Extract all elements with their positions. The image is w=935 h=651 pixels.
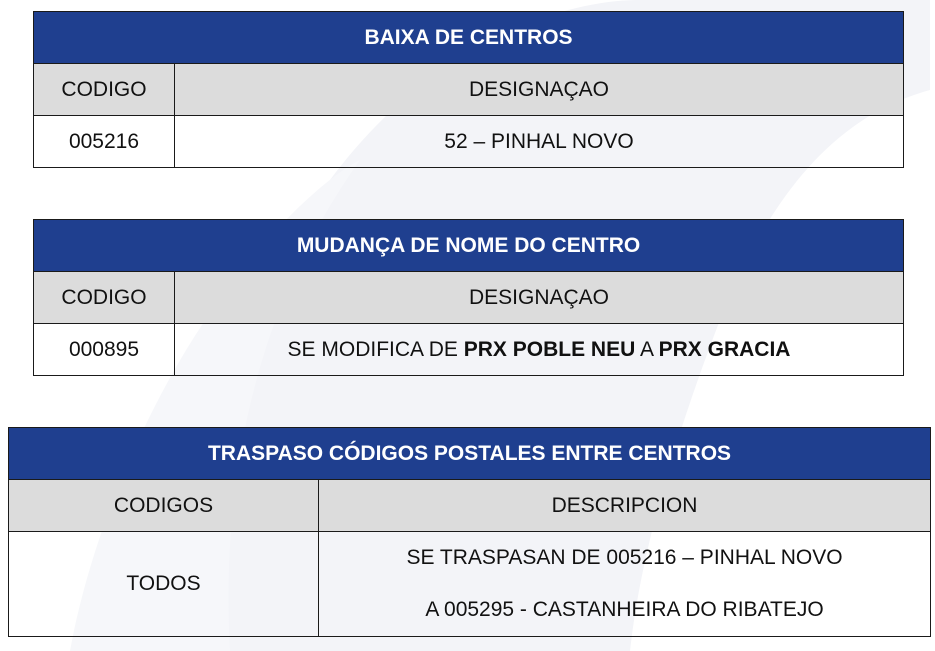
designation-cell: 52 – PINHAL NOVO — [175, 116, 904, 168]
transfer-description-cell — [319, 532, 931, 637]
codes-cell: TODOS — [9, 532, 319, 637]
column-header-descripcion: DESCRIPCION — [319, 480, 931, 532]
code-cell: 000895 — [34, 324, 175, 376]
rename-prefix: SE MODIFICA DE — [287, 337, 464, 361]
mudanca-de-nome-table — [33, 219, 904, 376]
column-header-designacao: DESIGNAÇAO — [175, 272, 904, 324]
column-header-codigo: CODIGO — [34, 272, 175, 324]
baixa-de-centros-table — [33, 11, 904, 168]
rename-connector: A — [635, 337, 659, 361]
column-header-codigo: CODIGO — [34, 64, 175, 116]
old-center-name: PRX POBLE NEU — [463, 337, 636, 361]
transfer-line-1: SE TRASPASAN DE 005216 – PINHAL NOVO — [406, 546, 843, 569]
column-header-codigos: CODIGOS — [9, 480, 319, 532]
table-title: BAIXA DE CENTROS — [34, 12, 904, 64]
traspaso-codigos-table — [8, 427, 931, 637]
code-cell: 005216 — [34, 116, 175, 168]
new-center-name: PRX GRACIA — [658, 337, 791, 361]
table-title: TRASPASO CÓDIGOS POSTALES ENTRE CENTROS — [9, 428, 931, 480]
rename-description-cell — [175, 324, 904, 376]
column-header-designacao: DESIGNAÇAO — [175, 64, 904, 116]
transfer-line-2: A 005295 - CASTANHEIRA DO RIBATEJO — [425, 598, 824, 621]
table-title: MUDANÇA DE NOME DO CENTRO — [34, 220, 904, 272]
